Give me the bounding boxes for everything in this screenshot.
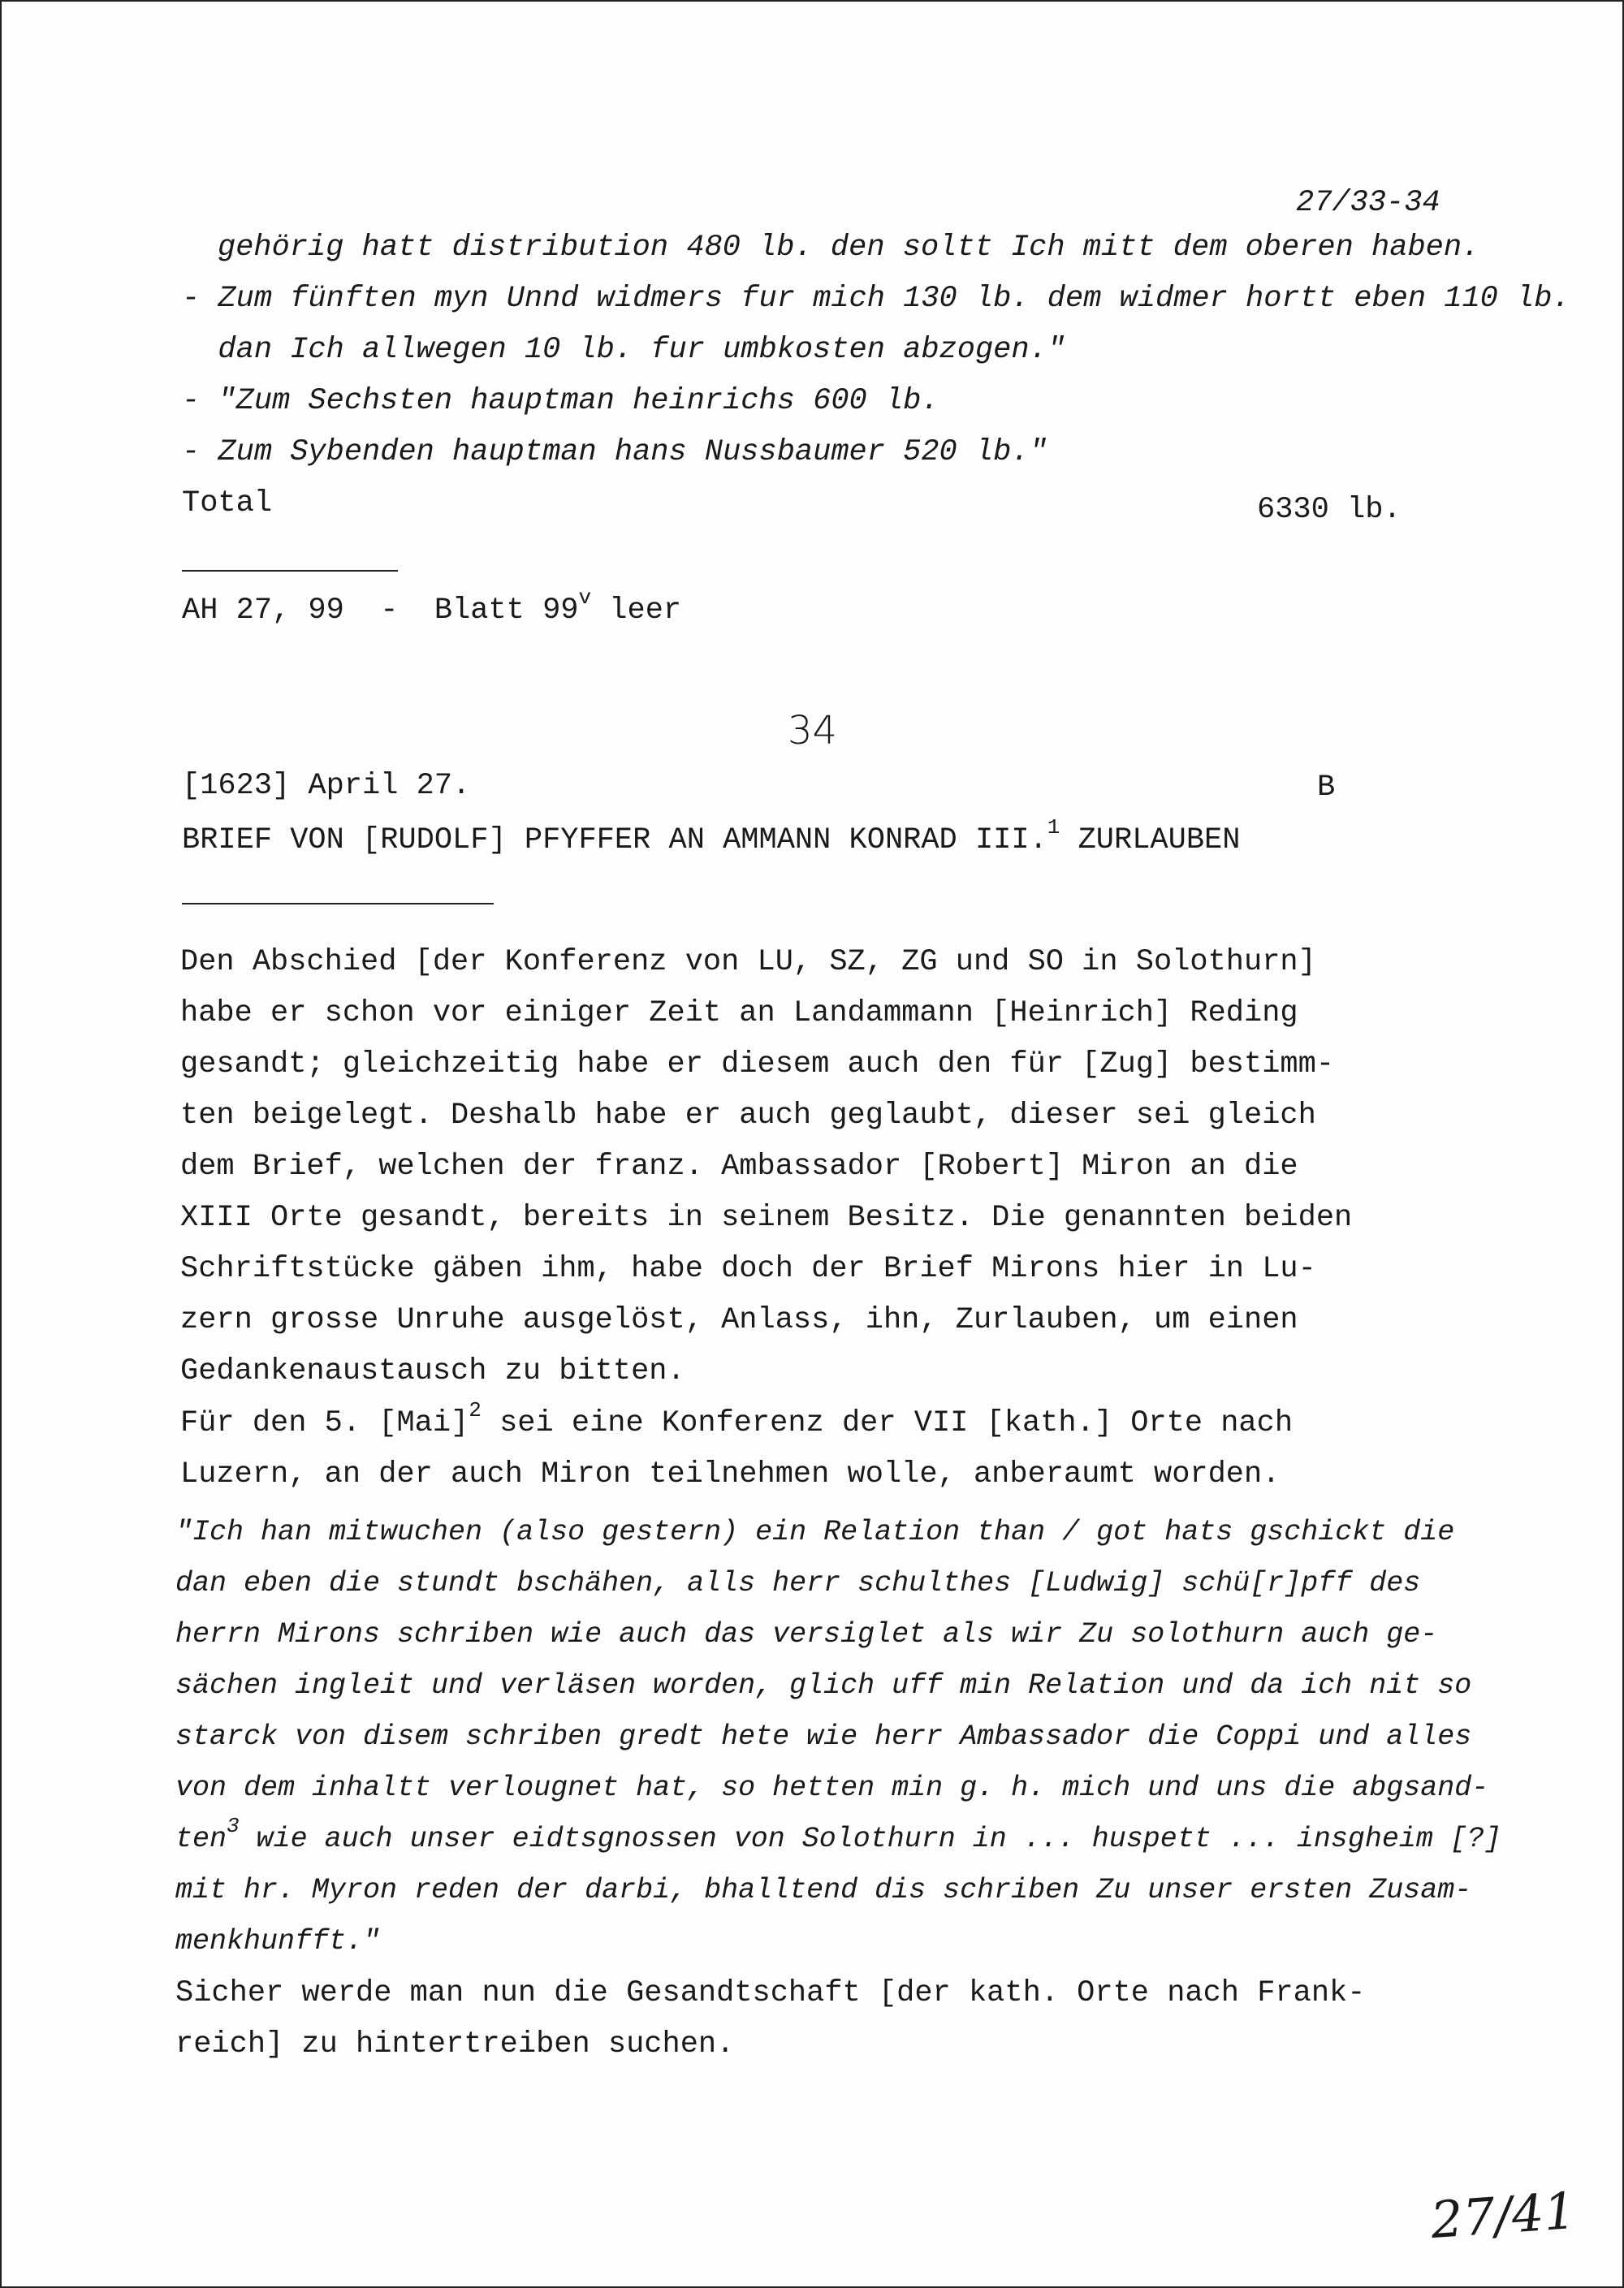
quotation-line: starck von disem schriben gredt hete wie herr Ambassador die Coppi und alles [175, 1720, 1472, 1753]
quotation-line: herrn Mirons schriben wie auch das versiglet als wir Zu solothurn auch ge- [175, 1618, 1438, 1651]
quotation-line: "Ich han mitwuchen (also gestern) ein Relation than / got hats gschickt die [175, 1516, 1455, 1548]
summary-line: Für den 5. [Mai]$^2$ sei eine Konferenz der VII [kath.] Orte nach [180, 1398, 1294, 1440]
continuation-line: - Zum Sybenden hauptman hans Nussbaumer 520 lb." [182, 435, 1047, 469]
entry-marker: B [1317, 771, 1336, 805]
entry-title: BRIEF VON [RUDOLF] PFYFFER AN AMMANN KONRAD III.$^1$ ZURLAUBEN [182, 815, 1241, 857]
continuation-line: - Zum fünften myn Unnd widmers fur mich 130 lb. dem widmer hortt eben 110 lb. [182, 282, 1570, 316]
document-number: 34 [788, 708, 838, 753]
summary-line: Luzern, an der auch Miron teilnehmen wolle, anberaumt worden. [180, 1457, 1281, 1492]
continuation-line: dan Ich allwegen 10 lb. fur umbkosten abzogen." [182, 333, 1065, 367]
quotation-line: menkhunfft." [175, 1925, 381, 1958]
entry-date: [1623] April 27. [182, 769, 471, 803]
summary-line: zern grosse Unruhe ausgelöst, Anlass, ihn, Zurlauben, um einen [180, 1303, 1298, 1337]
summary-line: dem Brief, welchen der franz. Ambassador [Robert] Miron an die [180, 1150, 1298, 1184]
summary-line: Sicher werde man nun die Gesandtschaft [der kath. Orte nach Frank- [175, 1976, 1366, 2010]
divider [182, 903, 494, 904]
page-reference: 27/33-34 [1296, 186, 1440, 220]
previous-source-note: AH 27, 99 - Blatt 99$^v$ leer [182, 585, 682, 628]
summary-line: Den Abschied [der Konferenz von LU, SZ, ZG und SO in Solothurn] [180, 945, 1316, 979]
summary-line: XIII Orte gesandt, bereits in seinem Besitz. Die genannten beiden [180, 1201, 1353, 1235]
quotation-line: ten$^3$ wie auch unser eidtsgnossen von Solothurn in ... huspett ... insgheim [?] [175, 1814, 1501, 1855]
summary-line: Schriftstücke gäben ihm, habe doch der Brief Mirons hier in Lu- [180, 1252, 1316, 1286]
total-value: 6330 lb. [1257, 493, 1402, 527]
quotation-line: dan eben die stundt bschähen, alls herr schulthes [Ludwig] schü[r]pff des [175, 1567, 1421, 1599]
summary-line: Gedankenaustausch zu bitten. [180, 1354, 685, 1388]
summary-line: gesandt; gleichzeitig habe er diesem auch den für [Zug] bestimm- [180, 1047, 1335, 1081]
quotation-line: mit hr. Myron reden der darbi, bhalltend dis schriben Zu unser ersten Zusam- [175, 1874, 1472, 1906]
quotation-line: sächen ingleit und verläsen worden, glich uff min Relation und da ich nit so [175, 1669, 1472, 1702]
continuation-line: - "Zum Sechsten hauptman heinrichs 600 lb. [182, 384, 939, 418]
quotation-line: von dem inhaltt verlougnet hat, so hetten min g. h. mich und uns die abgsand- [175, 1772, 1489, 1804]
summary-line: habe er schon vor einiger Zeit an Landammann [Heinrich] Reding [180, 996, 1298, 1030]
total-label: Total [182, 486, 273, 520]
summary-line: reich] zu hintertreiben suchen. [175, 2027, 735, 2061]
handwritten-folio-number: 27/41 [1428, 2180, 1579, 2251]
continuation-line: gehörig hatt distribution 480 lb. den soltt Ich mitt dem oberen haben. [218, 231, 1480, 265]
summary-line: ten beigelegt. Deshalb habe er auch geglaubt, dieser sei gleich [180, 1099, 1316, 1133]
divider [182, 570, 398, 572]
